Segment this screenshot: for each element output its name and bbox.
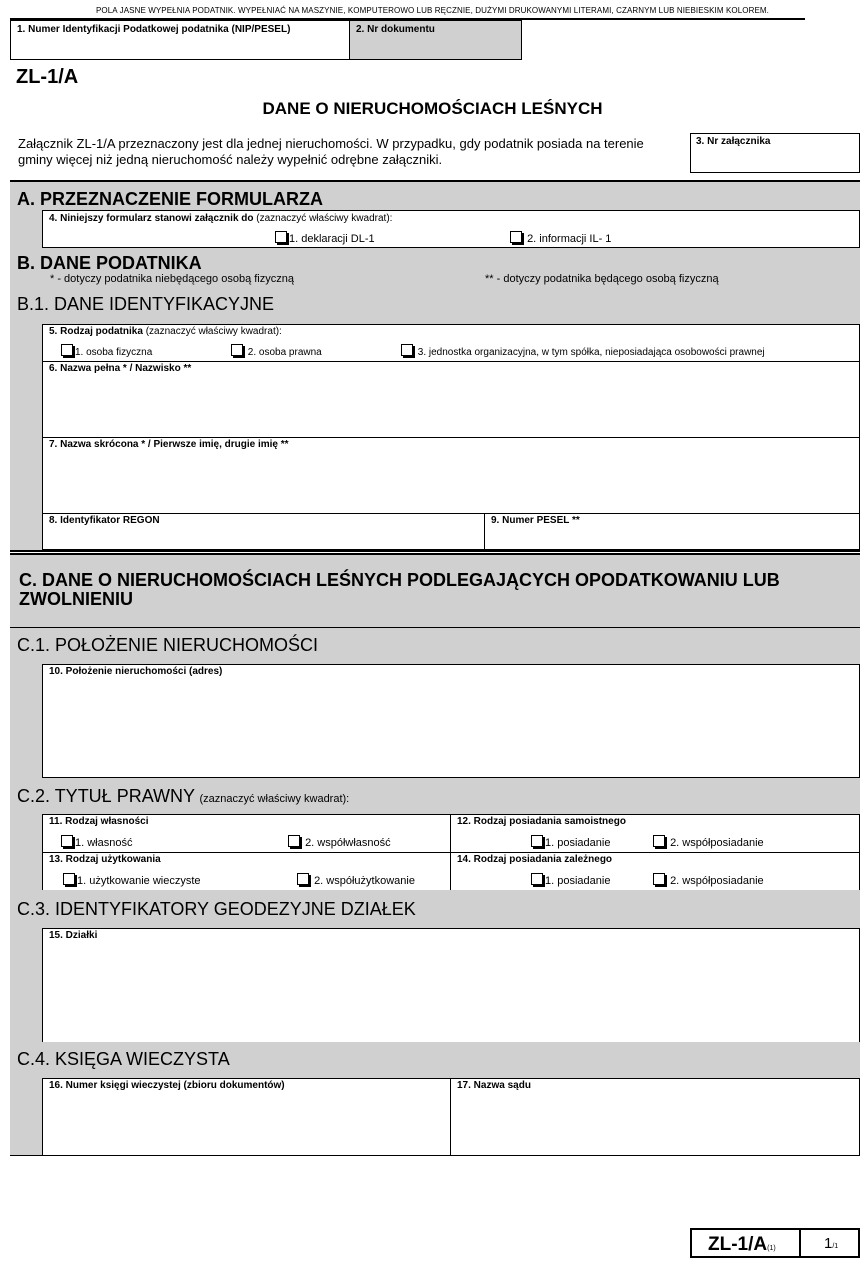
section-a-header <box>10 182 860 210</box>
form-title: DANE O NIERUCHOMOŚCIACH LEŚNYCH <box>262 99 603 118</box>
field-5 <box>42 324 860 362</box>
section-c2-title: C.2. TYTUŁ PRAWNY <box>17 786 196 806</box>
option-co-possession-14[interactable] <box>653 873 764 887</box>
location-field[interactable] <box>42 664 860 778</box>
field-14 <box>450 852 860 891</box>
section-c2-title-group <box>17 786 349 807</box>
checkbox-co-ownership[interactable] <box>288 835 300 847</box>
pesel-label: 9. Numer PESEL ** <box>491 515 580 526</box>
section-a-title: A. PRZEZNACZENIE FORMULARZA <box>17 189 323 209</box>
nip-field[interactable] <box>10 20 350 60</box>
section-c1-header <box>10 628 860 664</box>
option-co-ownership[interactable] <box>288 835 391 849</box>
section-b1-title: B.1. DANE IDENTYFIKACYJNE <box>17 294 275 314</box>
field-13-label: 13. Rodzaj użytkowania <box>49 854 161 865</box>
section-c4-header <box>10 1042 860 1078</box>
field-14-label: 14. Rodzaj posiadania zależnego <box>457 854 613 865</box>
option-possession-14[interactable] <box>531 873 610 887</box>
field-11-label: 11. Rodzaj własności <box>49 816 149 827</box>
regon-field[interactable] <box>42 513 485 550</box>
option-co-possession-12[interactable] <box>653 835 764 849</box>
field-11 <box>42 814 451 853</box>
field-4 <box>42 210 860 248</box>
document-number-field <box>349 20 522 60</box>
section-b-title: B. DANE PODATNIKA <box>17 253 202 273</box>
option-perpetual-usufruct[interactable] <box>63 873 201 887</box>
field-5-label: 5. Rodzaj podatnika <box>49 326 143 337</box>
court-name-field[interactable] <box>450 1078 860 1156</box>
field-5-hint: (zaznaczyć właściwy kwadrat): <box>145 326 282 337</box>
option-possession-12[interactable] <box>531 835 610 849</box>
field-4-label: 4. Niniejszy formularz stanowi załącznik do <box>49 213 254 224</box>
checkbox-il1[interactable] <box>510 231 522 243</box>
regon-label: 8. Identyfikator REGON <box>49 515 160 526</box>
note-non-person: * - dotyczy podatnika niebędącego osobą fizyczną <box>50 273 294 285</box>
field-12-label: 12. Rodzaj posiadania samoistnego <box>457 816 626 827</box>
option-ownership[interactable] <box>61 835 132 849</box>
court-name-label: 17. Nazwa sądu <box>457 1080 531 1091</box>
footer-code-sup: (1) <box>767 1245 776 1252</box>
section-b-margin <box>10 324 42 550</box>
location-label: 10. Położenie nieruchomości (adres) <box>49 666 223 677</box>
option-organizational-unit[interactable] <box>401 344 765 358</box>
checkbox-co-possession-12[interactable] <box>653 835 665 847</box>
option-possession-12-label: 1. posiadanie <box>545 837 611 849</box>
page-total: /1 <box>832 1243 839 1250</box>
checkbox-possession-12[interactable] <box>531 835 543 847</box>
option-natural-person-label: 1. osoba fizyczna <box>75 347 153 358</box>
parcels-field[interactable] <box>42 928 860 1043</box>
checkbox-organizational-unit[interactable] <box>401 344 413 356</box>
section-c3-header <box>10 890 860 928</box>
option-legal-person-label: 2. osoba prawna <box>247 347 322 358</box>
form-code: ZL-1/A <box>16 66 79 88</box>
checkbox-natural-person[interactable] <box>61 344 73 356</box>
checkbox-legal-person[interactable] <box>231 344 243 356</box>
field-12 <box>450 814 860 853</box>
option-il1-label: 2. informacji IL- 1 <box>527 233 612 245</box>
option-ownership-label: 1. własność <box>75 837 133 849</box>
page-number-group <box>824 1235 838 1252</box>
footer-code: ZL-1/A <box>708 1234 768 1255</box>
option-legal-person[interactable] <box>231 344 322 358</box>
land-register-number-field[interactable] <box>42 1078 451 1156</box>
checkbox-co-usufruct[interactable] <box>297 873 309 885</box>
section-c-header <box>10 555 860 627</box>
section-c1-title: C.1. POŁOŻENIE NIERUCHOMOŚCI <box>17 635 319 655</box>
checkbox-perpetual-usufruct[interactable] <box>63 873 75 885</box>
option-co-usufruct[interactable] <box>297 873 415 887</box>
section-c2-hint: (zaznaczyć właściwy kwadrat): <box>199 793 350 805</box>
full-name-label: 6. Nazwa pełna * / Nazwisko ** <box>49 363 192 374</box>
note-person: ** - dotyczy podatnika będącego osobą fizyczną <box>485 273 719 285</box>
option-dl1[interactable] <box>275 231 375 245</box>
option-co-possession-12-label: 2. współposiadanie <box>670 837 764 849</box>
field-5-label-group <box>49 326 282 338</box>
section-a-margin <box>10 210 42 248</box>
land-register-number-label: 16. Numer księgi wieczystej (zbioru dokumentów) <box>49 1080 285 1091</box>
section-b1-header <box>10 290 860 324</box>
document-number-label: 2. Nr dokumentu <box>356 24 435 35</box>
section-c3-title: C.3. IDENTYFIKATORY GEODEZYJNE DZIAŁEK <box>17 899 416 919</box>
option-natural-person[interactable] <box>61 344 152 358</box>
field-13 <box>42 852 451 891</box>
section-c-border-1 <box>10 550 860 552</box>
checkbox-co-possession-14[interactable] <box>653 873 665 885</box>
option-perpetual-usufruct-label: 1. użytkowanie wieczyste <box>77 875 201 887</box>
top-instruction: POLA JASNE WYPEŁNIA PODATNIK. WYPEŁNIAĆ NA MASZYNIE, KOMPUTEROWO LUB RĘCZNIE, DUŻYMI DRUKOWANYMI LITERAMI, CZARNYM LUB NIEBIESKIM KOLOREM. <box>95 6 769 15</box>
parcels-label: 15. Działki <box>49 930 98 941</box>
section-b-header <box>10 248 860 290</box>
intro-text: Załącznik ZL-1/A przeznaczony jest dla jednej nieruchomości. W przypadku, gdy podatnik posiada na terenie gminy więcej niż jedną nieruchomość należy wypełnić odrębne załączniki. <box>18 136 644 167</box>
short-name-label: 7. Nazwa skrócona * / Pierwsze imię, drugie imię ** <box>49 439 289 450</box>
field-4-hint: (zaznaczyć właściwy kwadrat): <box>256 213 393 224</box>
attachment-number-field[interactable] <box>690 133 860 173</box>
footer-code-group <box>708 1234 776 1256</box>
footer-box <box>690 1228 860 1258</box>
form-bottom-border <box>10 1155 860 1156</box>
option-co-possession-14-label: 2. współposiadanie <box>670 875 764 887</box>
checkbox-possession-14[interactable] <box>531 873 543 885</box>
field-4-label-group <box>49 213 392 225</box>
attachment-number-label: 3. Nr załącznika <box>696 136 771 147</box>
checkbox-ownership[interactable] <box>61 835 73 847</box>
checkbox-dl1[interactable] <box>275 231 287 243</box>
full-name-field[interactable] <box>42 361 860 438</box>
nip-label: 1. Numer Identyfikacji Podatkowej podatnika (NIP/PESEL) <box>17 24 291 35</box>
section-c2-header <box>10 778 860 814</box>
option-co-ownership-label: 2. współwłasność <box>305 837 391 849</box>
option-organizational-unit-label: 3. jednostka organizacyjna, w tym spółka, nieposiadająca osobowości prawnej <box>417 347 765 358</box>
section-c4-title: C.4. KSIĘGA WIECZYSTA <box>17 1049 230 1069</box>
option-dl1-label: 1. deklaracji DL-1 <box>289 233 375 245</box>
option-co-usufruct-label: 2. współużytkowanie <box>314 875 415 887</box>
pesel-field[interactable] <box>484 513 860 550</box>
page-number: 1 <box>824 1235 833 1252</box>
section-c-title: C. DANE O NIERUCHOMOŚCIACH LEŚNYCH PODLEGAJĄCYCH OPODATKOWANIU LUB ZWOLNIENIU <box>19 570 780 609</box>
footer-divider <box>799 1230 801 1256</box>
option-possession-14-label: 1. posiadanie <box>545 875 611 887</box>
short-name-field[interactable] <box>42 437 860 514</box>
option-il1[interactable] <box>510 231 611 245</box>
